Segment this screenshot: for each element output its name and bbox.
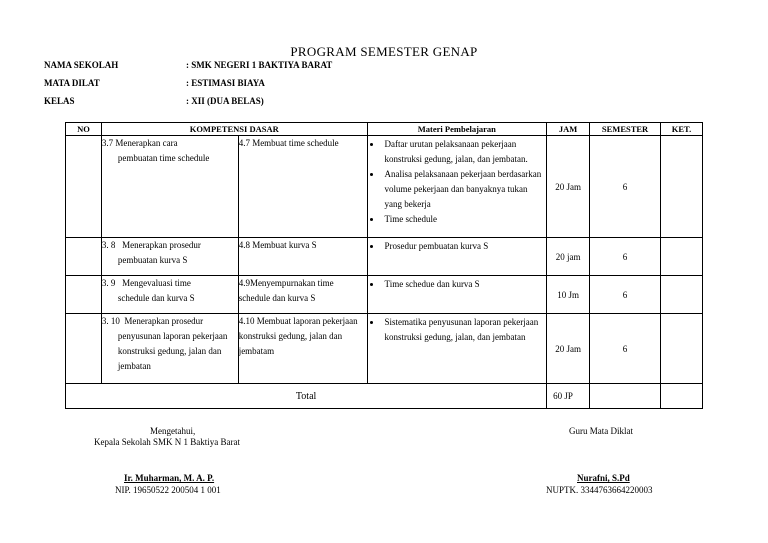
materi-item: • Daftar urutan pelaksanaan pekerjaan konstruksi gedung, jalan, dan jembatan.	[382, 137, 547, 167]
kd3-text: Mengevaluasi time	[122, 278, 191, 288]
kd3-text: Menerapkan cara	[115, 138, 178, 148]
document-title: PROGRAM SEMESTER GENAP	[290, 44, 478, 59]
cell-kd4: 4.7 Membuat time schedule	[238, 136, 367, 238]
cell-kd3	[101, 314, 238, 384]
kd3-text-rest: schedule dan kurva S	[117, 293, 195, 303]
sig-right-line1: Guru Mata Diklat	[569, 426, 633, 436]
total-row	[66, 384, 703, 409]
cell-semester: 6	[590, 238, 661, 276]
cell-jam: 20 Jam	[547, 314, 590, 384]
cell-ket	[661, 136, 703, 238]
header-ket: KET.	[661, 123, 703, 136]
cell-kd3	[101, 276, 238, 314]
header-materi: Materi Pembelajaran	[367, 123, 547, 136]
cell-materi	[367, 314, 547, 384]
kd3-text-rest: penyusunan laporan pekerjaan konstruksi gedung, jalan dan jembatan	[117, 331, 228, 371]
cell-kd4: 4.8 Membuat kurva S	[238, 238, 367, 276]
cell-no	[66, 238, 102, 276]
header-no: NO	[66, 123, 102, 136]
header-kd: KOMPETENSI DASAR	[101, 123, 367, 136]
cell-kd3	[101, 238, 238, 276]
kd3-text: Menerapkan prosedur	[122, 240, 201, 250]
cell-kd3	[101, 136, 238, 238]
cell-kd4: 4.9Menyempurnakan time schedule dan kurva S	[238, 276, 367, 314]
info-class-label: KELAS	[44, 96, 75, 106]
cell-materi	[367, 276, 547, 314]
kd3-text-rest: pembuatan time schedule	[117, 153, 210, 163]
kd3-text-rest: pembuatan kurva S	[117, 255, 188, 265]
cell-no	[66, 314, 102, 384]
cell-no	[66, 136, 102, 238]
program-table	[65, 122, 703, 409]
info-class-value: : XII (DUA BELAS)	[186, 96, 264, 106]
materi-item: • Time schedue dan kurva S	[382, 277, 547, 292]
cell-ket	[661, 314, 703, 384]
kd3-number: 3. 9	[101, 278, 116, 288]
header-semester: SEMESTER	[590, 123, 661, 136]
cell-ket	[661, 276, 703, 314]
table-row	[66, 276, 703, 314]
materi-item: • Sistematika penyusunan laporan pekerjaan konstruksi gedung, jalan, dan jembatan	[382, 315, 547, 345]
cell-semester: 6	[590, 314, 661, 384]
cell-kd4: 4.10 Membuat laporan pekerjaan konstruksi gedung, jalan dan jembatam	[238, 314, 367, 384]
materi-item: • Analisa pelaksanaan pekerjaan berdasarkan volume pekerjaan dan banyaknya tukan yang bekerja	[382, 167, 547, 212]
cell-jam: 20 jam	[547, 238, 590, 276]
cell-semester: 6	[590, 276, 661, 314]
sig-left-nip: NIP. 19650522 200504 1 001	[115, 485, 221, 495]
cell-semester: 6	[590, 136, 661, 238]
sig-left-line2: Kepala Sekolah SMK N 1 Baktiya Barat	[94, 437, 240, 447]
sig-right-nip: NUPTK. 3344763664220003	[546, 485, 653, 495]
kd3-text: Menerapkan prosedur	[124, 316, 204, 326]
sig-right-name: Nurafni, S.Pd	[577, 473, 630, 483]
kd3-number: 3. 8	[101, 240, 116, 250]
total-label: Total	[66, 384, 547, 409]
materi-item: • Time schedule	[382, 212, 547, 227]
materi-item: • Prosedur pembuatan kurva S	[382, 239, 547, 254]
table-row	[66, 314, 703, 384]
kd3-number: 3. 10	[101, 316, 120, 326]
info-school-label: NAMA SEKOLAH	[44, 60, 119, 70]
info-subject-label: MATA DILAT	[44, 78, 100, 88]
cell-no	[66, 276, 102, 314]
sig-left-name: Ir. Muharman, M. A. P.	[124, 473, 215, 483]
cell-materi	[367, 136, 547, 238]
header-jam: JAM	[547, 123, 590, 136]
kd3-number: 3.7	[101, 138, 114, 148]
total-value: 60 JP	[547, 384, 590, 409]
table-row	[66, 238, 703, 276]
table-row	[66, 136, 703, 238]
cell-ket	[661, 238, 703, 276]
cell-jam: 10 Jm	[547, 276, 590, 314]
total-ket-cell	[661, 384, 703, 409]
table-header-row	[66, 123, 703, 136]
info-subject-value: : ESTIMASI BIAYA	[186, 78, 265, 88]
cell-jam: 20 Jam	[547, 136, 590, 238]
total-semester-cell	[590, 384, 661, 409]
info-school-value: : SMK NEGERI 1 BAKTIYA BARAT	[186, 60, 333, 70]
sig-left-line1: Mengetahui,	[150, 426, 196, 436]
cell-materi	[367, 238, 547, 276]
